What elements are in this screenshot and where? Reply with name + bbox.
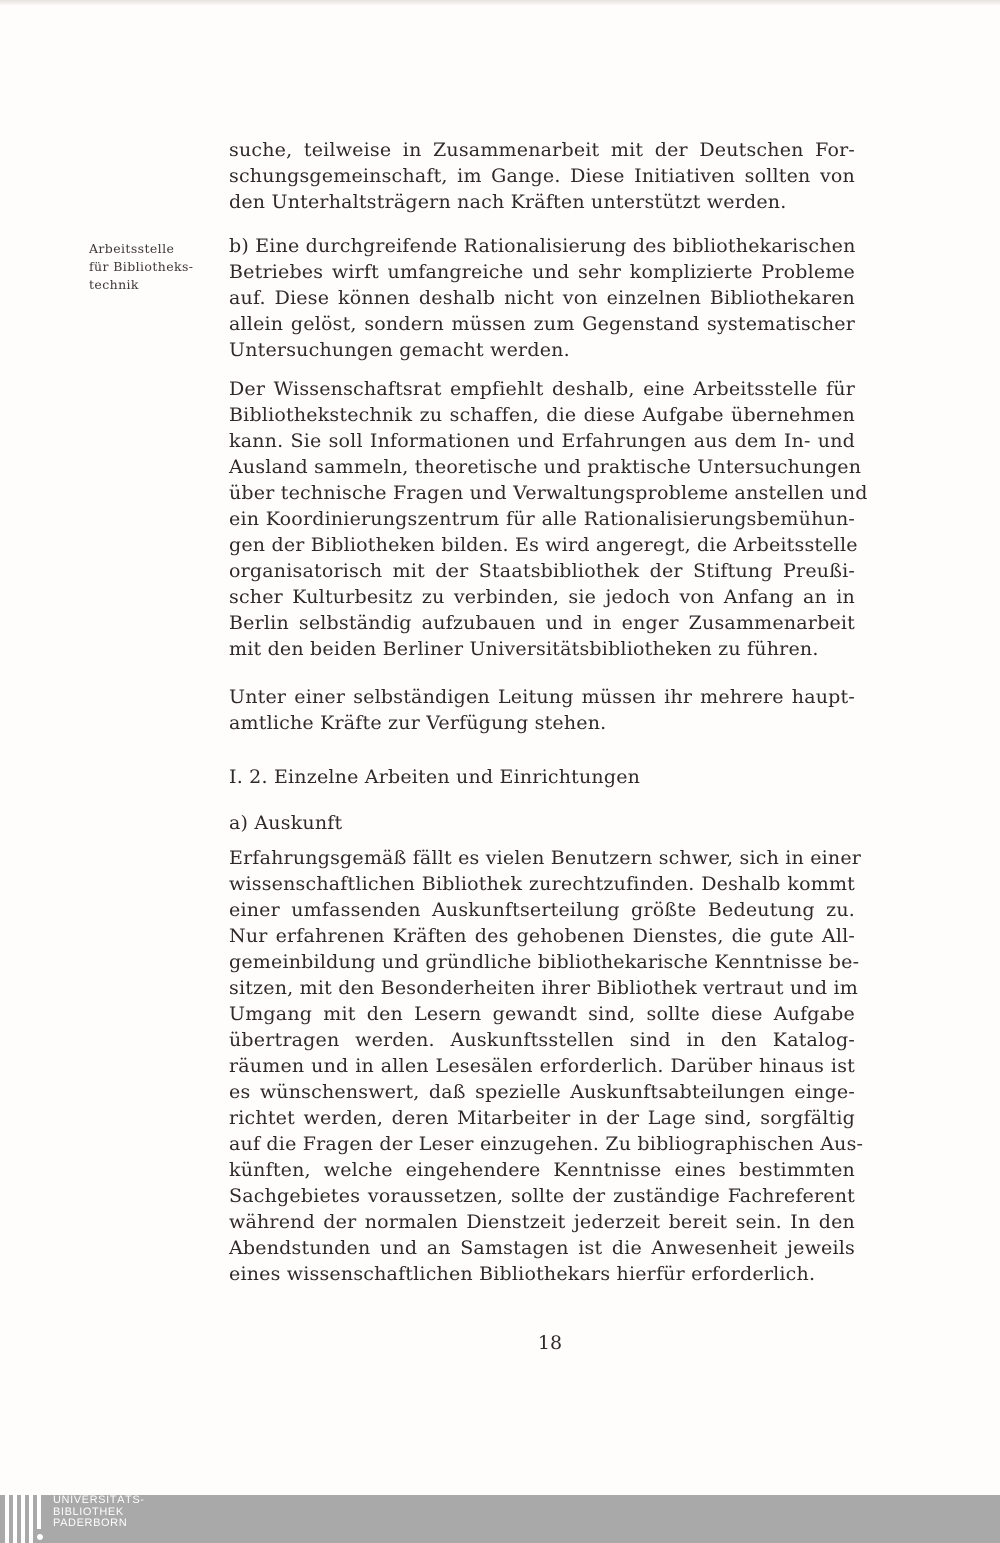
text-line: Abendstunden und an Samstagen ist die Anwesenheit jeweils <box>229 1237 855 1259</box>
margin-note-line: technik <box>89 277 139 292</box>
subsection-heading: a) Auskunft <box>229 812 343 834</box>
paragraph-rationalisierung <box>229 233 855 363</box>
library-name-line: PADERBORN <box>53 1517 128 1529</box>
text-line: eines wissenschaftlichen Bibliothekars hierfür erforderlich. <box>229 1263 816 1285</box>
text-line: b) Eine durchgreifende Rationalisierung des bibliothekarischen <box>229 235 856 257</box>
text-line: amtliche Kräfte zur Verfügung stehen. <box>229 712 607 734</box>
text-line: mit den beiden Berliner Universitätsbibliotheken zu führen. <box>229 638 819 660</box>
text-line: künften, welche eingehendere Kenntnisse eines bestimmten <box>229 1159 855 1181</box>
paragraph-auskunft <box>229 845 864 1287</box>
text-line: Ausland sammeln, theoretische und praktische Untersuchungen <box>229 456 862 478</box>
text-line: Unter einer selbständigen Leitung müssen ihr mehrere haupt- <box>229 686 855 708</box>
text-line: schungsgemeinschaft, im Gange. Diese Initiativen sollten von <box>229 165 855 187</box>
text-line: räumen und in allen Lesesälen erforderlich. Darüber hinaus ist <box>229 1055 855 1077</box>
text-line: Der Wissenschaftsrat empfiehlt deshalb, eine Arbeitsstelle für <box>229 378 855 400</box>
text-line: gemeinbildung und gründliche bibliothekarische Kenntnisse be- <box>229 951 860 973</box>
text-line: sitzen, mit den Besonderheiten ihrer Bibliothek vertraut und im <box>229 977 858 999</box>
text-line: Sachgebietes voraussetzen, sollte der zuständige Fachreferent <box>229 1185 855 1207</box>
text-line: Bibliothekstechnik zu schaffen, die diese Aufgabe übernehmen <box>229 404 855 426</box>
text-line: Betriebes wirft umfangreiche und sehr komplizierte Probleme <box>229 261 855 283</box>
text-line: übertragen werden. Auskunftsstellen sind in den Katalog- <box>229 1029 855 1051</box>
text-line: auf die Fragen der Leser einzugehen. Zu bibliographischen Aus- <box>229 1133 864 1155</box>
library-logo-icon <box>0 1495 60 1543</box>
text-line: Berlin selbständig aufzubauen und in enger Zusammenarbeit <box>229 612 855 634</box>
scan-edge-shadow <box>0 0 1000 6</box>
library-footer-banner <box>0 1495 1000 1543</box>
paragraph-arbeitsstelle <box>229 376 868 662</box>
page-number: 18 <box>537 1332 563 1354</box>
section-heading: I. 2. Einzelne Arbeiten und Einrichtungen <box>229 766 641 788</box>
text-line: organisatorisch mit der Staatsbibliothek der Stiftung Preußi- <box>229 560 855 582</box>
text-line: allein gelöst, sondern müssen zum Gegenstand systematischer <box>229 313 855 335</box>
margin-note <box>89 240 229 294</box>
text-line: Umgang mit den Lesern gewandt sind, sollte diese Aufgabe <box>229 1003 855 1025</box>
text-line: scher Kulturbesitz zu verbinden, sie jedoch von Anfang an in <box>229 586 855 608</box>
margin-note-line: Arbeitsstelle <box>89 241 175 256</box>
text-line: Nur erfahrenen Kräften des gehobenen Dienstes, die gute All- <box>229 925 855 947</box>
margin-note-line: für Bibliotheks- <box>89 259 194 274</box>
text-line: gen der Bibliotheken bilden. Es wird angeregt, die Arbeitsstelle <box>229 534 858 556</box>
text-line: kann. Sie soll Informationen und Erfahrungen aus dem In- und <box>229 430 855 452</box>
text-line: suche, teilweise in Zusammenarbeit mit der Deutschen For- <box>229 139 855 161</box>
text-line: es wünschenswert, daß spezielle Auskunftsabteilungen einge- <box>229 1081 855 1103</box>
text-line: Erfahrungsgemäß fällt es vielen Benutzern schwer, sich in einer <box>229 847 862 869</box>
library-name-line: UNIVERSITÄTS- <box>53 1494 145 1506</box>
text-line: über technische Fragen und Verwaltungsprobleme anstellen und <box>229 482 868 504</box>
text-line: auf. Diese können deshalb nicht von einzelnen Bibliothekaren <box>229 287 855 309</box>
paragraph-leitung <box>229 684 855 736</box>
library-name-line: BIBLIOTHEK <box>53 1505 124 1518</box>
library-name <box>53 1495 145 1530</box>
paragraph-continuation <box>229 137 855 215</box>
text-line: wissenschaftlichen Bibliothek zurechtzufinden. Deshalb kommt <box>229 873 855 895</box>
text-line: ein Koordinierungszentrum für alle Rationalisierungsbemühun- <box>229 508 855 530</box>
text-line: richtet werden, deren Mitarbeiter in der Lage sind, sorgfältig <box>229 1107 855 1129</box>
text-line: Untersuchungen gemacht werden. <box>229 339 570 361</box>
text-line: den Unterhaltsträgern nach Kräften unterstützt werden. <box>229 191 787 213</box>
text-line: einer umfassenden Auskunftserteilung größte Bedeutung zu. <box>229 899 855 921</box>
text-line: während der normalen Dienstzeit jederzeit bereit sein. In den <box>229 1211 855 1233</box>
